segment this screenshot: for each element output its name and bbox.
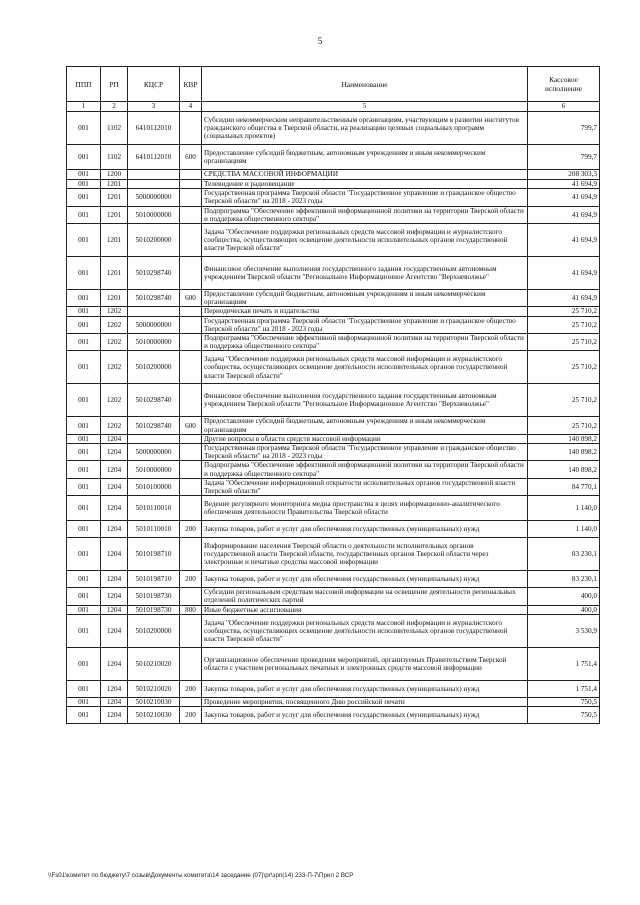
- cell-kvr: 200: [180, 707, 202, 724]
- cell-amount: 799,7: [528, 145, 600, 170]
- cell-name: Субсидии некоммерческим неправительственным организациям, участвующим в развитии институтов гражданского общества в Тверской области, на реализацию целевых социальных программ (социальных проектов): [202, 112, 528, 145]
- cell-kcsr: 5010000000: [128, 461, 180, 478]
- budget-table: [66, 66, 600, 724]
- cell-kvr: [180, 588, 202, 605]
- cell-kcsr: 5010000000: [128, 206, 180, 223]
- cell-kcsr: 5010210020: [128, 647, 180, 680]
- cell-amount: 3 530,9: [528, 614, 600, 647]
- column-number: 5: [202, 102, 528, 112]
- table-row: [67, 697, 600, 706]
- cell-rp: 1201: [101, 290, 128, 307]
- cell-kcsr: 5010298740: [128, 417, 180, 434]
- cell-rp: 1204: [101, 444, 128, 461]
- cell-kcsr: [128, 307, 180, 316]
- cell-kvr: 200: [180, 680, 202, 697]
- cell-name: Закупка товаров, работ и услуг для обеспечения государственных (муниципальных) нужд: [202, 521, 528, 538]
- cell-ppp: 001: [67, 112, 101, 145]
- cell-kvr: [180, 189, 202, 206]
- cell-amount: 1 751,4: [528, 680, 600, 697]
- cell-rp: 1204: [101, 588, 128, 605]
- cell-amount: 1 751,4: [528, 647, 600, 680]
- cell-ppp: 001: [67, 521, 101, 538]
- cell-kcsr: 5010298740: [128, 384, 180, 417]
- cell-kcsr: 5010198710: [128, 538, 180, 571]
- cell-rp: 1202: [101, 417, 128, 434]
- cell-name: Задача "Обеспечение поддержки региональных средств массовой информации и журналистского сообщества, осуществляющих освещение деятельности исполнительных органов государственной власти Тверской области": [202, 351, 528, 384]
- table-row: [67, 417, 600, 434]
- cell-kvr: [180, 224, 202, 257]
- cell-rp: 1204: [101, 461, 128, 478]
- table-row: [67, 571, 600, 588]
- cell-amount: 25 710,2: [528, 316, 600, 333]
- cell-amount: 750,5: [528, 697, 600, 706]
- cell-rp: 1204: [101, 478, 128, 495]
- cell-kcsr: 5010200000: [128, 224, 180, 257]
- cell-kvr: 600: [180, 290, 202, 307]
- cell-kvr: [180, 307, 202, 316]
- cell-kvr: [180, 112, 202, 145]
- cell-amount: 41 694,9: [528, 257, 600, 290]
- cell-rp: 1204: [101, 707, 128, 724]
- cell-ppp: 001: [67, 145, 101, 170]
- cell-ppp: 001: [67, 478, 101, 495]
- column-number: 1: [67, 102, 101, 112]
- cell-kvr: [180, 538, 202, 571]
- cell-amount: 84 770,1: [528, 478, 600, 495]
- cell-name: Информирование населения Тверской области о деятельности исполнительных органов государственной власти Тверской области, государственных органов Тверской области через электронные и печатные средства массовой информации: [202, 538, 528, 571]
- cell-rp: 1201: [101, 180, 128, 189]
- cell-name: Закупка товаров, работ и услуг для обеспечения государственных (муниципальных) нужд: [202, 571, 528, 588]
- cell-amount: 41 694,9: [528, 206, 600, 223]
- cell-name: Задача "Обеспечение поддержки региональных средств массовой информации и журналистского сообщества, осуществляющих освещение деятельности исполнительных органов государственной власти Тверской области": [202, 614, 528, 647]
- cell-amount: 140 898,2: [528, 461, 600, 478]
- table-row: [67, 434, 600, 443]
- cell-ppp: 001: [67, 224, 101, 257]
- cell-kcsr: 5010200000: [128, 351, 180, 384]
- cell-rp: 1201: [101, 189, 128, 206]
- cell-name: Государственная программа Тверской области "Государственное управление и гражданское общество Тверской области" на 2018 - 2023 годы: [202, 189, 528, 206]
- table-row: [67, 145, 600, 170]
- cell-kcsr: 6410112010: [128, 145, 180, 170]
- cell-name: Подпрограмма "Обеспечение эффективной информационной политики на территории Тверской области и поддержка общественного сектора": [202, 334, 528, 351]
- table-row: [67, 351, 600, 384]
- cell-kcsr: 5000000000: [128, 444, 180, 461]
- cell-amount: 1 140,0: [528, 496, 600, 521]
- table-row: [67, 189, 600, 206]
- cell-name: СРЕДСТВА МАССОВОЙ ИНФОРМАЦИИ: [202, 170, 528, 180]
- cell-amount: 750,5: [528, 707, 600, 724]
- cell-amount: 83 230,1: [528, 538, 600, 571]
- cell-kvr: [180, 461, 202, 478]
- cell-rp: 1204: [101, 680, 128, 697]
- cell-amount: 400,0: [528, 605, 600, 614]
- cell-rp: 1204: [101, 605, 128, 614]
- table-row: [67, 647, 600, 680]
- header-kcsr: КЦСР: [128, 67, 180, 102]
- cell-ppp: 001: [67, 351, 101, 384]
- cell-name: Организационное обеспечение проведения мероприятий, организуемых Правительством Тверской области с участием региональных печатных и электронных средств массовой информации: [202, 647, 528, 680]
- column-number-row: [67, 102, 600, 112]
- cell-kcsr: 5010198730: [128, 588, 180, 605]
- cell-kvr: [180, 257, 202, 290]
- cell-ppp: 001: [67, 417, 101, 434]
- table-row: [67, 170, 600, 180]
- table-row: [67, 707, 600, 724]
- cell-kvr: [180, 496, 202, 521]
- table-row: [67, 316, 600, 333]
- cell-ppp: 001: [67, 496, 101, 521]
- header-rp: РП: [101, 67, 128, 102]
- table-row: [67, 307, 600, 316]
- cell-kcsr: 6410112010: [128, 112, 180, 145]
- cell-rp: 1201: [101, 224, 128, 257]
- column-number: 4: [180, 102, 202, 112]
- cell-ppp: 001: [67, 571, 101, 588]
- cell-kvr: [180, 434, 202, 443]
- cell-ppp: 001: [67, 170, 101, 180]
- column-number: 6: [528, 102, 600, 112]
- table-row: [67, 112, 600, 145]
- cell-rp: 1204: [101, 647, 128, 680]
- cell-kcsr: 5010298740: [128, 257, 180, 290]
- cell-ppp: 001: [67, 307, 101, 316]
- header-name: Наименование: [202, 67, 528, 102]
- cell-name: Предоставление субсидий бюджетным, автономным учреждениям и иным некоммерческим организациям: [202, 417, 528, 434]
- table-row: [67, 496, 600, 521]
- page-number: 5: [317, 36, 323, 46]
- cell-rp: 1102: [101, 145, 128, 170]
- cell-rp: 1202: [101, 384, 128, 417]
- cell-name: Государственная программа Тверской области "Государственное управление и гражданское общество Тверской области" на 2018 - 2023 годы: [202, 316, 528, 333]
- cell-rp: 1204: [101, 434, 128, 443]
- table-row: [67, 521, 600, 538]
- cell-ppp: 001: [67, 707, 101, 724]
- cell-rp: 1202: [101, 307, 128, 316]
- cell-kvr: 600: [180, 417, 202, 434]
- cell-amount: 799,7: [528, 112, 600, 145]
- cell-amount: 140 898,2: [528, 434, 600, 443]
- table-row: [67, 461, 600, 478]
- cell-kcsr: [128, 434, 180, 443]
- cell-kvr: [180, 334, 202, 351]
- cell-kcsr: 5010198710: [128, 571, 180, 588]
- cell-ppp: 001: [67, 180, 101, 189]
- cell-amount: 83 230,1: [528, 571, 600, 588]
- table-row: [67, 334, 600, 351]
- cell-kvr: [180, 614, 202, 647]
- cell-kvr: [180, 180, 202, 189]
- cell-kcsr: 5010210020: [128, 680, 180, 697]
- cell-name: Телевидение и радиовещание: [202, 180, 528, 189]
- cell-kcsr: [128, 170, 180, 180]
- column-number: 3: [128, 102, 180, 112]
- cell-amount: 140 898,2: [528, 444, 600, 461]
- cell-ppp: 001: [67, 189, 101, 206]
- cell-amount: 41 694,9: [528, 189, 600, 206]
- cell-ppp: 001: [67, 614, 101, 647]
- cell-name: Предоставление субсидий бюджетным, автономным учреждениям и иным некоммерческим организациям: [202, 290, 528, 307]
- cell-kcsr: 5010100000: [128, 478, 180, 495]
- table-row: [67, 614, 600, 647]
- header-ppp: ППП: [67, 67, 101, 102]
- cell-ppp: 001: [67, 647, 101, 680]
- table-body: [67, 112, 600, 724]
- table-row: [67, 290, 600, 307]
- cell-rp: 1204: [101, 496, 128, 521]
- table-row: [67, 588, 600, 605]
- cell-kcsr: [128, 180, 180, 189]
- cell-name: Финансовое обеспечение выполнения государственного задания государственным автономным учреждением Тверской области "Региональное Информационное Агентство "Верхневолжье": [202, 384, 528, 417]
- cell-kvr: 800: [180, 605, 202, 614]
- cell-name: Финансовое обеспечение выполнения государственного задания государственным автономным учреждением Тверской области "Региональное Информационное Агентство "Верхневолжье": [202, 257, 528, 290]
- cell-kcsr: 5010210030: [128, 707, 180, 724]
- cell-kcsr: 5000000000: [128, 316, 180, 333]
- cell-amount: 25 710,2: [528, 417, 600, 434]
- cell-ppp: 001: [67, 384, 101, 417]
- cell-amount: 41 694,9: [528, 290, 600, 307]
- cell-kvr: [180, 478, 202, 495]
- cell-rp: 1204: [101, 697, 128, 706]
- cell-amount: 208 303,3: [528, 170, 600, 180]
- cell-name: Субсидии региональным средствам массовой информации на освещение деятельности региональных отделений политических партий: [202, 588, 528, 605]
- header-amount: Кассовое исполнение: [528, 67, 600, 102]
- table-row: [67, 605, 600, 614]
- cell-kvr: [180, 444, 202, 461]
- cell-name: Проведение мероприятия, посвященного Дню российской печати: [202, 697, 528, 706]
- cell-kvr: [180, 384, 202, 417]
- cell-rp: 1202: [101, 316, 128, 333]
- cell-name: Задача "Обеспечение информационной открытости исполнительных органов государственной власти Тверской области": [202, 478, 528, 495]
- cell-name: Государственная программа Тверской области "Государственное управление и гражданское общество Тверской области" на 2018 - 2023 годы: [202, 444, 528, 461]
- cell-name: Предоставление субсидий бюджетным, автономным учреждениям и иным некоммерческим организациям: [202, 145, 528, 170]
- cell-ppp: 001: [67, 334, 101, 351]
- cell-kcsr: 5010198730: [128, 605, 180, 614]
- table-row: [67, 257, 600, 290]
- header-kvr: КВР: [180, 67, 202, 102]
- cell-amount: 41 694,9: [528, 224, 600, 257]
- cell-kcsr: 5010210030: [128, 697, 180, 706]
- table-row: [67, 538, 600, 571]
- cell-amount: 400,0: [528, 588, 600, 605]
- cell-ppp: 001: [67, 290, 101, 307]
- cell-ppp: 001: [67, 680, 101, 697]
- cell-amount: 25 710,2: [528, 384, 600, 417]
- cell-kvr: 200: [180, 571, 202, 588]
- cell-rp: 1202: [101, 334, 128, 351]
- table-row: [67, 224, 600, 257]
- cell-name: Периодическая печать и издательства: [202, 307, 528, 316]
- cell-kvr: 600: [180, 145, 202, 170]
- cell-rp: 1204: [101, 571, 128, 588]
- cell-kvr: [180, 170, 202, 180]
- cell-amount: 1 140,0: [528, 521, 600, 538]
- cell-ppp: 001: [67, 697, 101, 706]
- cell-kcsr: 5010200000: [128, 614, 180, 647]
- table-row: [67, 680, 600, 697]
- cell-ppp: 001: [67, 257, 101, 290]
- cell-ppp: 001: [67, 588, 101, 605]
- cell-rp: 1201: [101, 206, 128, 223]
- cell-rp: 1202: [101, 351, 128, 384]
- cell-ppp: 001: [67, 434, 101, 443]
- cell-kcsr: 5010110010: [128, 521, 180, 538]
- cell-name: Подпрограмма "Обеспечение эффективной информационной политики на территории Тверской области и поддержка общественного сектора": [202, 206, 528, 223]
- cell-rp: 1201: [101, 257, 128, 290]
- cell-ppp: 001: [67, 461, 101, 478]
- cell-rp: 1204: [101, 521, 128, 538]
- cell-name: Задача "Обеспечение поддержки региональных средств массовой информации и журналистского сообщества, осуществляющих освещение деятельности исполнительных органов государственной власти Тверской области": [202, 224, 528, 257]
- cell-name: Другие вопросы в области средств массовой информации: [202, 434, 528, 443]
- cell-name: Ведение регулярного мониторинга медиа пространства в целях информационно-аналитического обеспечения деятельности Правительства Тверской области: [202, 496, 528, 521]
- cell-kcsr: 5000000000: [128, 189, 180, 206]
- cell-kvr: [180, 316, 202, 333]
- cell-kvr: [180, 206, 202, 223]
- cell-rp: 1204: [101, 614, 128, 647]
- cell-kvr: [180, 647, 202, 680]
- table-header-row: [67, 67, 600, 102]
- column-number: 2: [101, 102, 128, 112]
- cell-name: Закупка товаров, работ и услуг для обеспечения государственных (муниципальных) нужд: [202, 707, 528, 724]
- cell-amount: 41 694,9: [528, 180, 600, 189]
- table-row: [67, 444, 600, 461]
- cell-rp: 1200: [101, 170, 128, 180]
- table-row: [67, 206, 600, 223]
- cell-kcsr: 5010110010: [128, 496, 180, 521]
- cell-amount: 25 710,2: [528, 351, 600, 384]
- cell-rp: 1102: [101, 112, 128, 145]
- cell-name: Иные бюджетные ассигнования: [202, 605, 528, 614]
- cell-ppp: 001: [67, 605, 101, 614]
- cell-amount: 25 710,2: [528, 334, 600, 351]
- cell-kvr: [180, 351, 202, 384]
- cell-ppp: 001: [67, 444, 101, 461]
- cell-amount: 25 710,2: [528, 307, 600, 316]
- footer-file-path: \\Fs01\комитет по бюджету\7 созыв\Документы комитета\14 заседание (07)\рг\зрп(14) 233-П-7\Прил 2 ВСР: [48, 872, 354, 879]
- cell-ppp: 001: [67, 206, 101, 223]
- table-row: [67, 180, 600, 189]
- cell-kcsr: 5010298740: [128, 290, 180, 307]
- cell-kvr: [180, 697, 202, 706]
- table-row: [67, 478, 600, 495]
- cell-kvr: 200: [180, 521, 202, 538]
- cell-name: Закупка товаров, работ и услуг для обеспечения государственных (муниципальных) нужд: [202, 680, 528, 697]
- cell-ppp: 001: [67, 538, 101, 571]
- cell-name: Подпрограмма "Обеспечение эффективной информационной политики на территории Тверской области и поддержка общественного сектора": [202, 461, 528, 478]
- cell-ppp: 001: [67, 316, 101, 333]
- cell-rp: 1204: [101, 538, 128, 571]
- cell-kcsr: 5010000000: [128, 334, 180, 351]
- table-row: [67, 384, 600, 417]
